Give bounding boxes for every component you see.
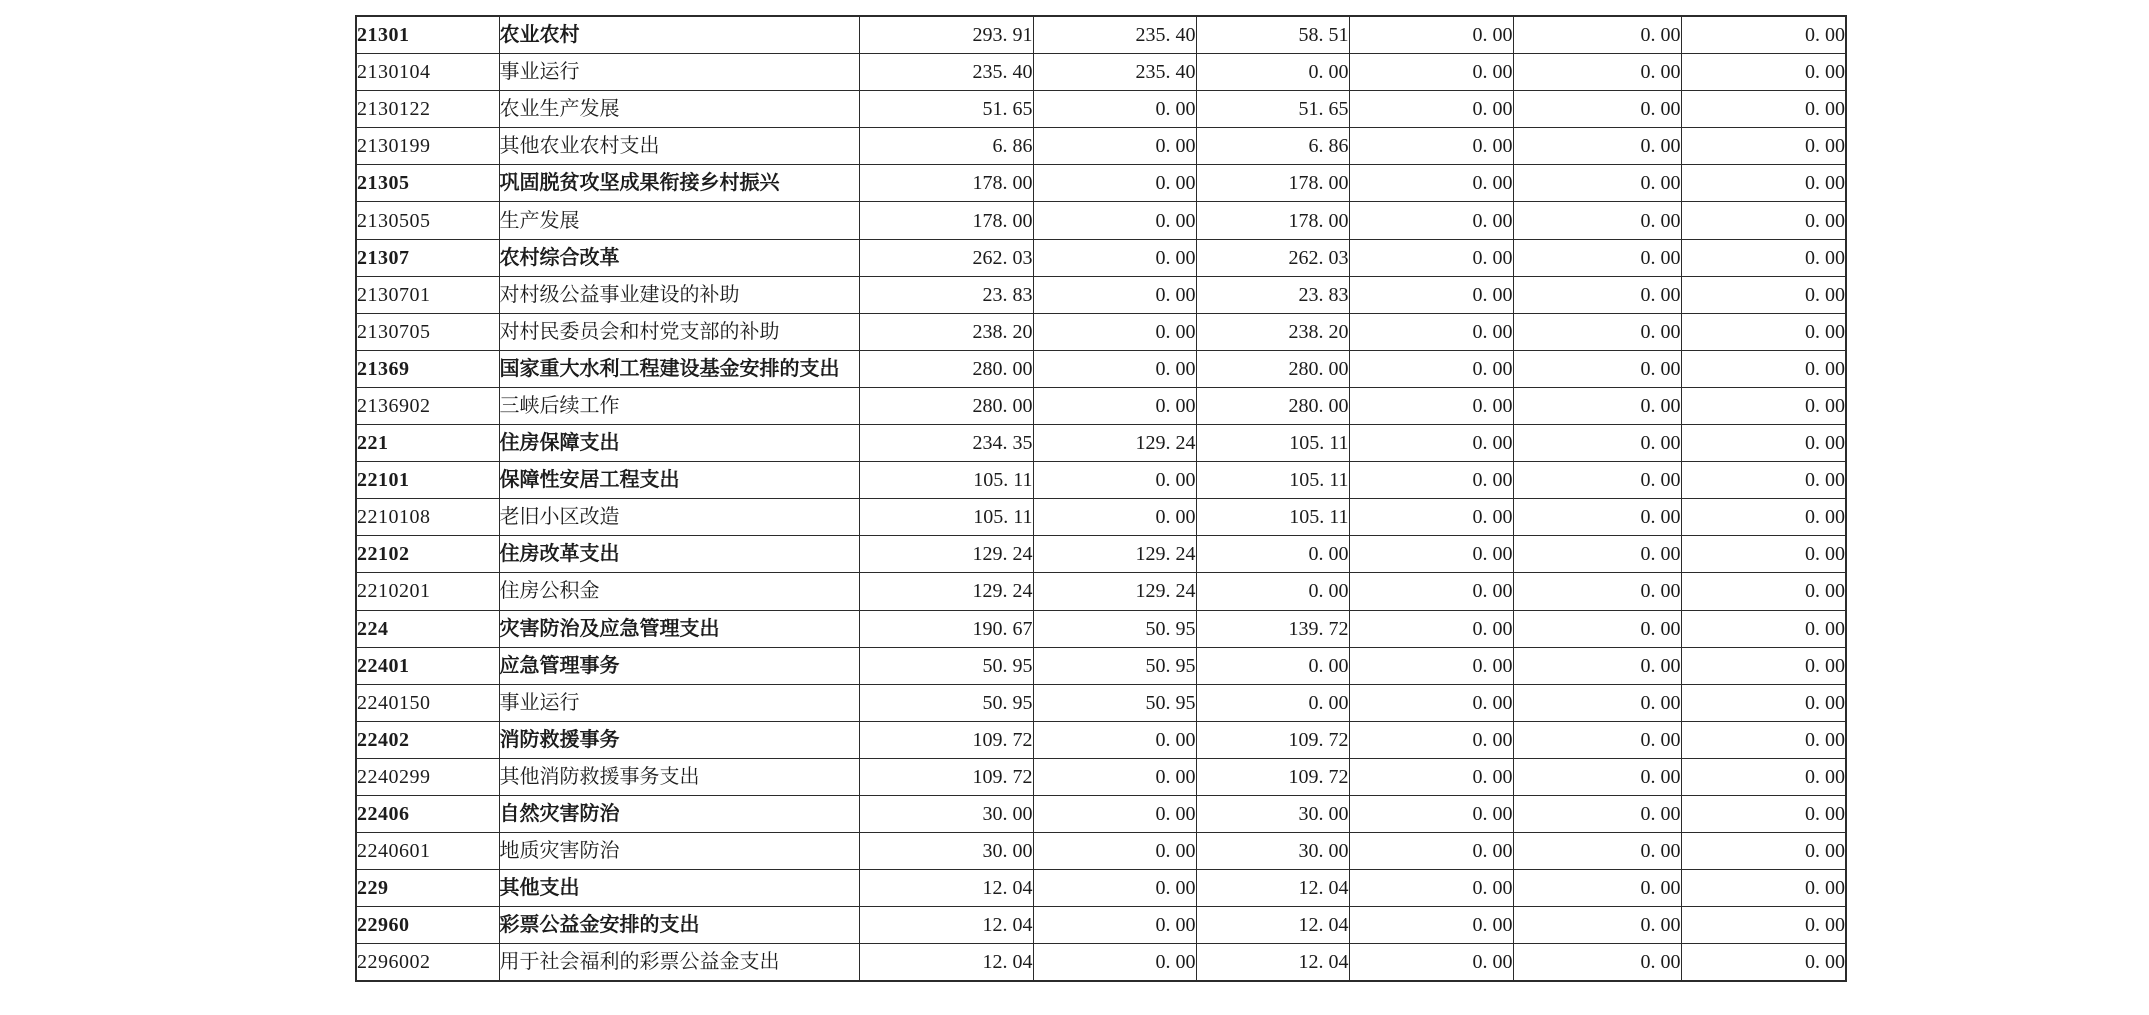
row-value-6: 0. 00	[1681, 202, 1846, 239]
row-value-5: 0. 00	[1513, 276, 1681, 313]
row-value-4: 0. 00	[1349, 610, 1513, 647]
row-value-5: 0. 00	[1513, 128, 1681, 165]
row-value-1: 178. 00	[859, 165, 1033, 202]
row-code: 22406	[356, 795, 499, 832]
row-value-1: 51. 65	[859, 91, 1033, 128]
row-code: 21305	[356, 165, 499, 202]
row-value-5: 0. 00	[1513, 313, 1681, 350]
row-value-4: 0. 00	[1349, 276, 1513, 313]
row-value-5: 0. 00	[1513, 16, 1681, 54]
row-value-3: 12. 04	[1196, 870, 1349, 907]
row-value-3: 23. 83	[1196, 276, 1349, 313]
row-value-2: 129. 24	[1033, 536, 1196, 573]
row-code: 229	[356, 870, 499, 907]
row-value-1: 12. 04	[859, 944, 1033, 982]
row-code: 224	[356, 610, 499, 647]
row-value-5: 0. 00	[1513, 91, 1681, 128]
row-value-6: 0. 00	[1681, 721, 1846, 758]
row-value-2: 0. 00	[1033, 91, 1196, 128]
table-row	[356, 54, 1846, 91]
table-row	[356, 907, 1846, 944]
row-value-4: 0. 00	[1349, 721, 1513, 758]
row-value-1: 12. 04	[859, 870, 1033, 907]
row-code: 22101	[356, 462, 499, 499]
table-row	[356, 91, 1846, 128]
table-row	[356, 425, 1846, 462]
row-value-2: 0. 00	[1033, 833, 1196, 870]
table-row	[356, 870, 1846, 907]
row-name: 生产发展	[499, 202, 859, 239]
row-value-5: 0. 00	[1513, 350, 1681, 387]
row-value-1: 234. 35	[859, 425, 1033, 462]
row-value-3: 178. 00	[1196, 202, 1349, 239]
row-code: 2130705	[356, 313, 499, 350]
row-name: 对村级公益事业建设的补助	[499, 276, 859, 313]
row-value-3: 280. 00	[1196, 350, 1349, 387]
table-row	[356, 313, 1846, 350]
row-name: 其他消防救援事务支出	[499, 758, 859, 795]
row-value-2: 0. 00	[1033, 870, 1196, 907]
row-value-6: 0. 00	[1681, 870, 1846, 907]
row-value-5: 0. 00	[1513, 54, 1681, 91]
row-value-6: 0. 00	[1681, 91, 1846, 128]
row-value-2: 0. 00	[1033, 239, 1196, 276]
row-name: 彩票公益金安排的支出	[499, 907, 859, 944]
row-value-5: 0. 00	[1513, 907, 1681, 944]
row-value-1: 293. 91	[859, 16, 1033, 54]
row-value-6: 0. 00	[1681, 573, 1846, 610]
row-value-1: 50. 95	[859, 684, 1033, 721]
row-value-6: 0. 00	[1681, 165, 1846, 202]
table-row	[356, 128, 1846, 165]
row-value-4: 0. 00	[1349, 944, 1513, 982]
row-value-1: 129. 24	[859, 573, 1033, 610]
row-name: 用于社会福利的彩票公益金支出	[499, 944, 859, 982]
row-value-1: 280. 00	[859, 350, 1033, 387]
row-value-3: 58. 51	[1196, 16, 1349, 54]
table-row	[356, 758, 1846, 795]
row-value-6: 0. 00	[1681, 54, 1846, 91]
row-code: 2130701	[356, 276, 499, 313]
row-value-6: 0. 00	[1681, 647, 1846, 684]
row-name: 应急管理事务	[499, 647, 859, 684]
row-name: 其他农业农村支出	[499, 128, 859, 165]
row-value-6: 0. 00	[1681, 944, 1846, 982]
row-code: 21307	[356, 239, 499, 276]
table-row	[356, 202, 1846, 239]
budget-table	[355, 15, 1847, 982]
row-value-5: 0. 00	[1513, 647, 1681, 684]
row-code: 2130505	[356, 202, 499, 239]
row-name: 保障性安居工程支出	[499, 462, 859, 499]
row-value-4: 0. 00	[1349, 202, 1513, 239]
row-value-1: 190. 67	[859, 610, 1033, 647]
row-value-4: 0. 00	[1349, 54, 1513, 91]
table-row	[356, 165, 1846, 202]
table-row	[356, 499, 1846, 536]
row-value-2: 0. 00	[1033, 350, 1196, 387]
row-value-5: 0. 00	[1513, 758, 1681, 795]
row-value-6: 0. 00	[1681, 462, 1846, 499]
row-value-3: 109. 72	[1196, 721, 1349, 758]
row-value-2: 0. 00	[1033, 462, 1196, 499]
row-value-1: 129. 24	[859, 536, 1033, 573]
row-value-6: 0. 00	[1681, 907, 1846, 944]
row-value-4: 0. 00	[1349, 758, 1513, 795]
row-value-5: 0. 00	[1513, 165, 1681, 202]
row-value-1: 12. 04	[859, 907, 1033, 944]
row-value-2: 0. 00	[1033, 907, 1196, 944]
row-value-5: 0. 00	[1513, 684, 1681, 721]
row-value-2: 0. 00	[1033, 499, 1196, 536]
row-value-3: 6. 86	[1196, 128, 1349, 165]
row-value-2: 0. 00	[1033, 944, 1196, 982]
table-row	[356, 462, 1846, 499]
row-value-1: 235. 40	[859, 54, 1033, 91]
row-value-6: 0. 00	[1681, 128, 1846, 165]
row-value-1: 238. 20	[859, 313, 1033, 350]
row-value-4: 0. 00	[1349, 165, 1513, 202]
row-code: 2240299	[356, 758, 499, 795]
row-value-6: 0. 00	[1681, 833, 1846, 870]
row-code: 22102	[356, 536, 499, 573]
row-name: 消防救援事务	[499, 721, 859, 758]
row-value-2: 50. 95	[1033, 684, 1196, 721]
row-value-6: 0. 00	[1681, 276, 1846, 313]
table-row	[356, 721, 1846, 758]
row-code: 2240601	[356, 833, 499, 870]
row-value-6: 0. 00	[1681, 758, 1846, 795]
row-name: 自然灾害防治	[499, 795, 859, 832]
row-value-2: 129. 24	[1033, 425, 1196, 462]
table-row	[356, 239, 1846, 276]
row-value-3: 105. 11	[1196, 462, 1349, 499]
row-name: 国家重大水利工程建设基金安排的支出	[499, 350, 859, 387]
row-value-3: 178. 00	[1196, 165, 1349, 202]
row-value-2: 0. 00	[1033, 276, 1196, 313]
row-value-6: 0. 00	[1681, 425, 1846, 462]
row-value-5: 0. 00	[1513, 499, 1681, 536]
row-code: 2130104	[356, 54, 499, 91]
row-code: 2240150	[356, 684, 499, 721]
row-name: 住房保障支出	[499, 425, 859, 462]
row-value-1: 6. 86	[859, 128, 1033, 165]
row-value-2: 0. 00	[1033, 165, 1196, 202]
row-value-4: 0. 00	[1349, 833, 1513, 870]
row-value-2: 0. 00	[1033, 795, 1196, 832]
row-value-4: 0. 00	[1349, 425, 1513, 462]
table-row	[356, 573, 1846, 610]
row-name: 住房公积金	[499, 573, 859, 610]
row-value-1: 178. 00	[859, 202, 1033, 239]
row-value-1: 105. 11	[859, 462, 1033, 499]
row-code: 221	[356, 425, 499, 462]
row-value-4: 0. 00	[1349, 239, 1513, 276]
row-code: 2210201	[356, 573, 499, 610]
row-value-2: 0. 00	[1033, 202, 1196, 239]
table-row	[356, 350, 1846, 387]
row-name: 地质灾害防治	[499, 833, 859, 870]
row-value-3: 139. 72	[1196, 610, 1349, 647]
row-value-2: 0. 00	[1033, 128, 1196, 165]
row-name: 三峡后续工作	[499, 387, 859, 424]
row-value-2: 0. 00	[1033, 758, 1196, 795]
row-value-5: 0. 00	[1513, 239, 1681, 276]
row-value-4: 0. 00	[1349, 91, 1513, 128]
row-value-5: 0. 00	[1513, 833, 1681, 870]
row-value-1: 30. 00	[859, 795, 1033, 832]
row-value-3: 238. 20	[1196, 313, 1349, 350]
row-value-4: 0. 00	[1349, 462, 1513, 499]
row-value-1: 262. 03	[859, 239, 1033, 276]
row-value-5: 0. 00	[1513, 610, 1681, 647]
row-value-6: 0. 00	[1681, 684, 1846, 721]
row-value-3: 105. 11	[1196, 425, 1349, 462]
row-value-1: 50. 95	[859, 647, 1033, 684]
row-value-2: 129. 24	[1033, 573, 1196, 610]
row-value-4: 0. 00	[1349, 795, 1513, 832]
table-row	[356, 387, 1846, 424]
table-row	[356, 944, 1846, 982]
row-value-1: 109. 72	[859, 721, 1033, 758]
table-row	[356, 16, 1846, 54]
row-value-5: 0. 00	[1513, 573, 1681, 610]
row-value-4: 0. 00	[1349, 16, 1513, 54]
row-value-2: 0. 00	[1033, 721, 1196, 758]
row-value-2: 235. 40	[1033, 54, 1196, 91]
row-value-2: 0. 00	[1033, 387, 1196, 424]
row-name: 对村民委员会和村党支部的补助	[499, 313, 859, 350]
row-value-2: 0. 00	[1033, 313, 1196, 350]
row-code: 21369	[356, 350, 499, 387]
row-value-1: 30. 00	[859, 833, 1033, 870]
row-value-3: 0. 00	[1196, 573, 1349, 610]
row-name: 其他支出	[499, 870, 859, 907]
row-value-3: 12. 04	[1196, 907, 1349, 944]
row-value-3: 0. 00	[1196, 536, 1349, 573]
row-value-4: 0. 00	[1349, 907, 1513, 944]
row-value-3: 0. 00	[1196, 647, 1349, 684]
row-value-4: 0. 00	[1349, 573, 1513, 610]
row-value-1: 23. 83	[859, 276, 1033, 313]
row-value-3: 262. 03	[1196, 239, 1349, 276]
row-value-2: 50. 95	[1033, 647, 1196, 684]
row-code: 2210108	[356, 499, 499, 536]
row-value-3: 30. 00	[1196, 833, 1349, 870]
row-value-3: 109. 72	[1196, 758, 1349, 795]
table-row	[356, 833, 1846, 870]
row-value-3: 280. 00	[1196, 387, 1349, 424]
row-code: 22401	[356, 647, 499, 684]
row-value-3: 51. 65	[1196, 91, 1349, 128]
row-value-5: 0. 00	[1513, 462, 1681, 499]
row-value-5: 0. 00	[1513, 536, 1681, 573]
row-code: 21301	[356, 16, 499, 54]
row-value-6: 0. 00	[1681, 313, 1846, 350]
row-code: 2130122	[356, 91, 499, 128]
row-value-2: 50. 95	[1033, 610, 1196, 647]
table-row	[356, 536, 1846, 573]
row-code: 2130199	[356, 128, 499, 165]
row-code: 22402	[356, 721, 499, 758]
row-value-6: 0. 00	[1681, 387, 1846, 424]
row-value-5: 0. 00	[1513, 202, 1681, 239]
row-value-4: 0. 00	[1349, 313, 1513, 350]
row-value-6: 0. 00	[1681, 499, 1846, 536]
row-value-5: 0. 00	[1513, 387, 1681, 424]
row-value-4: 0. 00	[1349, 387, 1513, 424]
row-value-6: 0. 00	[1681, 610, 1846, 647]
row-value-1: 280. 00	[859, 387, 1033, 424]
row-value-4: 0. 00	[1349, 536, 1513, 573]
row-value-4: 0. 00	[1349, 128, 1513, 165]
table-row	[356, 610, 1846, 647]
row-value-6: 0. 00	[1681, 350, 1846, 387]
row-value-6: 0. 00	[1681, 536, 1846, 573]
row-value-5: 0. 00	[1513, 944, 1681, 982]
row-value-4: 0. 00	[1349, 499, 1513, 536]
row-value-3: 30. 00	[1196, 795, 1349, 832]
row-value-4: 0. 00	[1349, 647, 1513, 684]
row-value-1: 105. 11	[859, 499, 1033, 536]
row-name: 事业运行	[499, 54, 859, 91]
row-code: 22960	[356, 907, 499, 944]
table-row	[356, 276, 1846, 313]
row-code: 2296002	[356, 944, 499, 982]
row-value-4: 0. 00	[1349, 870, 1513, 907]
table-row	[356, 647, 1846, 684]
row-value-5: 0. 00	[1513, 795, 1681, 832]
row-code: 2136902	[356, 387, 499, 424]
row-value-2: 235. 40	[1033, 16, 1196, 54]
row-name: 巩固脱贫攻坚成果衔接乡村振兴	[499, 165, 859, 202]
row-value-5: 0. 00	[1513, 425, 1681, 462]
row-value-3: 105. 11	[1196, 499, 1349, 536]
row-name: 事业运行	[499, 684, 859, 721]
table-body	[356, 16, 1846, 981]
row-name: 住房改革支出	[499, 536, 859, 573]
row-name: 灾害防治及应急管理支出	[499, 610, 859, 647]
row-name: 农村综合改革	[499, 239, 859, 276]
row-name: 老旧小区改造	[499, 499, 859, 536]
row-name: 农业农村	[499, 16, 859, 54]
row-value-5: 0. 00	[1513, 721, 1681, 758]
table-row	[356, 795, 1846, 832]
row-value-6: 0. 00	[1681, 795, 1846, 832]
row-name: 农业生产发展	[499, 91, 859, 128]
row-value-3: 12. 04	[1196, 944, 1349, 982]
row-value-6: 0. 00	[1681, 16, 1846, 54]
row-value-3: 0. 00	[1196, 54, 1349, 91]
row-value-3: 0. 00	[1196, 684, 1349, 721]
row-value-1: 109. 72	[859, 758, 1033, 795]
row-value-5: 0. 00	[1513, 870, 1681, 907]
row-value-4: 0. 00	[1349, 684, 1513, 721]
table-row	[356, 684, 1846, 721]
row-value-4: 0. 00	[1349, 350, 1513, 387]
row-value-6: 0. 00	[1681, 239, 1846, 276]
